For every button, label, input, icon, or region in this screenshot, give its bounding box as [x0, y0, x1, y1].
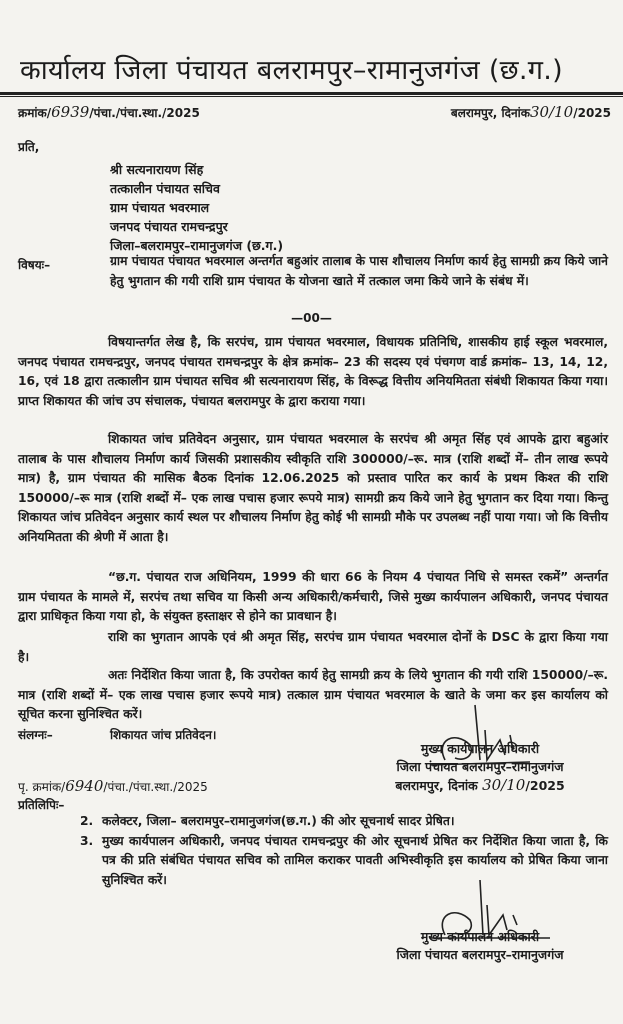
body-paragraph: राशि का भुगतान आपके एवं श्री अमृत सिंह, सरपंच ग्राम पंचायत भवरमाल दोनों के DSC के द्वारा किया गया है। — [18, 630, 608, 664]
handwritten-number: 6939 — [51, 103, 90, 121]
addressee-line: ग्राम पंचायत भवरमाल — [110, 200, 210, 215]
copy-label: प्रतिलिपिः– — [18, 798, 65, 812]
body-paragraph: “छ.ग. पंचायत राज अधिनियम, 1999 की धारा 66 के नियम 4 पंचायत निधि से समस्त रकमें” अन्तर्गत ग्राम पंचायत के मामले में, सरपंच तथा सचिव या किसी अन्य अधिकारी/कर्मचारी, जिसे मुख्य कार्यपालन अधिकारी, जनपद पंचायत द्वारा प्राधिकृत किया गया हो, के संयुक्त हस्ताक्षर से होने का प्रावधान है। — [18, 570, 608, 623]
separator: —00— — [291, 311, 332, 325]
copy-item: 2. कलेक्टर, जिला– बलरामपुर–रामानुजगंज(छ.ग.) की ओर सूचनार्थ सादर प्रेषित। — [80, 814, 455, 828]
subject-text: ग्राम पंचायत पंचायत भवरमाल अन्तर्गत बहुआंर तालाब के पास शौचालय निर्माण कार्य हेतु सामग्री क्रय किये जाने हेतु भुगतान की गयी राशि ग्राम पंचायत के योजना खाते में तत्काल जमा किये जाने के संबंध में। — [110, 254, 608, 288]
letter-date: बलरामपुर, दिनांक30/10/2025 — [450, 103, 611, 121]
letterhead-rule — [0, 92, 623, 97]
signature-date: बलरामपुर, दिनांक 30/10/2025 — [395, 776, 565, 794]
enclosure-label: संलग्नः– — [18, 728, 53, 742]
subject-label: विषयः– — [18, 258, 51, 272]
letterhead-title: कार्यालय जिला पंचायत बलरामपुर–रामानुजगंज (छ.ग.) — [20, 55, 564, 86]
body-paragraph: विषयान्तर्गत लेख है, कि सरपंच, ग्राम पंचायत भवरमाल, विधायक प्रतिनिधि, शासकीय हाई स्कूल भवरमाल, जनपद पंचायत रामचन्द्रपुर, जनपद पंचायत रामचन्द्रपुर के क्षेत्र क्रमांक– 23 की सदस्य एवं पंचगण वार्ड क्रमांक– 13, 14, 12, 16, एवं 18 द्वारा तत्कालीन ग्राम पंचायत सचिव श्री सत्यनारायण सिंह, के विरूद्ध वित्तीय अनियमितता संबंधी शिकायत किया गया। प्राप्त शिकायत की जांच उप संचालक, पंचायत बलरामपुर के द्वारा कराया गया। — [18, 335, 608, 408]
addressee-line: जिला–बलरामपुर–रामानुजगंज (छ.ग.) — [110, 238, 284, 253]
addressee-line: श्री सत्यनारायण सिंह — [110, 162, 204, 177]
enclosure-text: शिकायत जांच प्रतिवेदन। — [110, 728, 217, 742]
addressee-block — [110, 160, 283, 255]
body-paragraph: अतः निर्देशित किया जाता है, कि उपरोक्त कार्य हेतु सामग्री क्रय के लिये भुगतान की गयी राशि 150000/–रू. मात्र (राशि शब्दों में– एक लाख पचास हजार रूपये मात्र) तत्काल ग्राम पंचायत भवरमाल के खाते के जमा कर इस कार्यालय को सूचित करना सुनिश्चित करें। — [18, 668, 608, 721]
copy-list — [80, 812, 608, 890]
to-label: प्रति, — [18, 140, 40, 154]
addressee-line: तत्कालीन पंचायत सचिव — [110, 181, 220, 196]
reference-number: क्रमांक/6939/पंचा./पंचा.स्था./2025 — [18, 103, 200, 121]
signature-block-2: मुख्य कार्यपालन अधिकारी जिला पंचायत बलरामपुर–रामानुजगंज — [396, 929, 564, 962]
body-paragraph: शिकायत जांच प्रतिवेदन अनुसार, ग्राम पंचायत भवरमाल के सरपंच श्री अमृत सिंह एवं आपके द्वारा बहुआंर तालाब के पास शौचालय निर्माण कार्य जिसकी प्रशासकीय स्वीकृति राशि 300000/–रू. मात्र (राशि शब्दों में– तीन लाख रूपये मात्र) है, ग्राम पंचायत की मासिक बैठक दिनांक 12.06.2025 को प्रस्ताव पारित कर कार्य के प्रथम किश्त की राशि 150000/–रू मात्र (राशि शब्दों में– एक लाख पचास हजार रूपये मात्र) सामग्री क्रय किये जाने हेतु भुगतान कर दिया गया। किन्तु शिकायत जांच प्रतिवेदन अनुसार कार्य स्थल पर शौचालय निर्माण हेतु कोई भी सामग्री मौके पर उपलब्ध नहीं पाया गया। जो कि वित्तीय अनियमितता की श्रेणी में आता है। — [18, 432, 608, 544]
reference-number-2: पृ. क्रमांक/6940/पंचा./पंचा.स्था./2025 — [18, 777, 208, 795]
copy-item: 3. मुख्य कार्यपालन अधिकारी, जनपद पंचायत रामचन्द्रपुर की ओर सूचनार्थ प्रेषित कर निर्देशित किया जाता है, कि पत्र की प्रति संबंधित पंचायत सचिव को तामिल कराकर पावती अभिस्वीकृति इस कार्यालय को प्रेषित किया जाना सुनिश्चित करें। — [80, 833, 608, 887]
addressee-line: जनपद पंचायत रामचन्द्रपुर — [110, 219, 228, 234]
signature-block-1: मुख्य कार्यपालन अधिकारी जिला पंचायत बलरामपुर–रामानुजगंज बलरामपुर, दिनांक 30/10/2025 — [340, 740, 620, 795]
